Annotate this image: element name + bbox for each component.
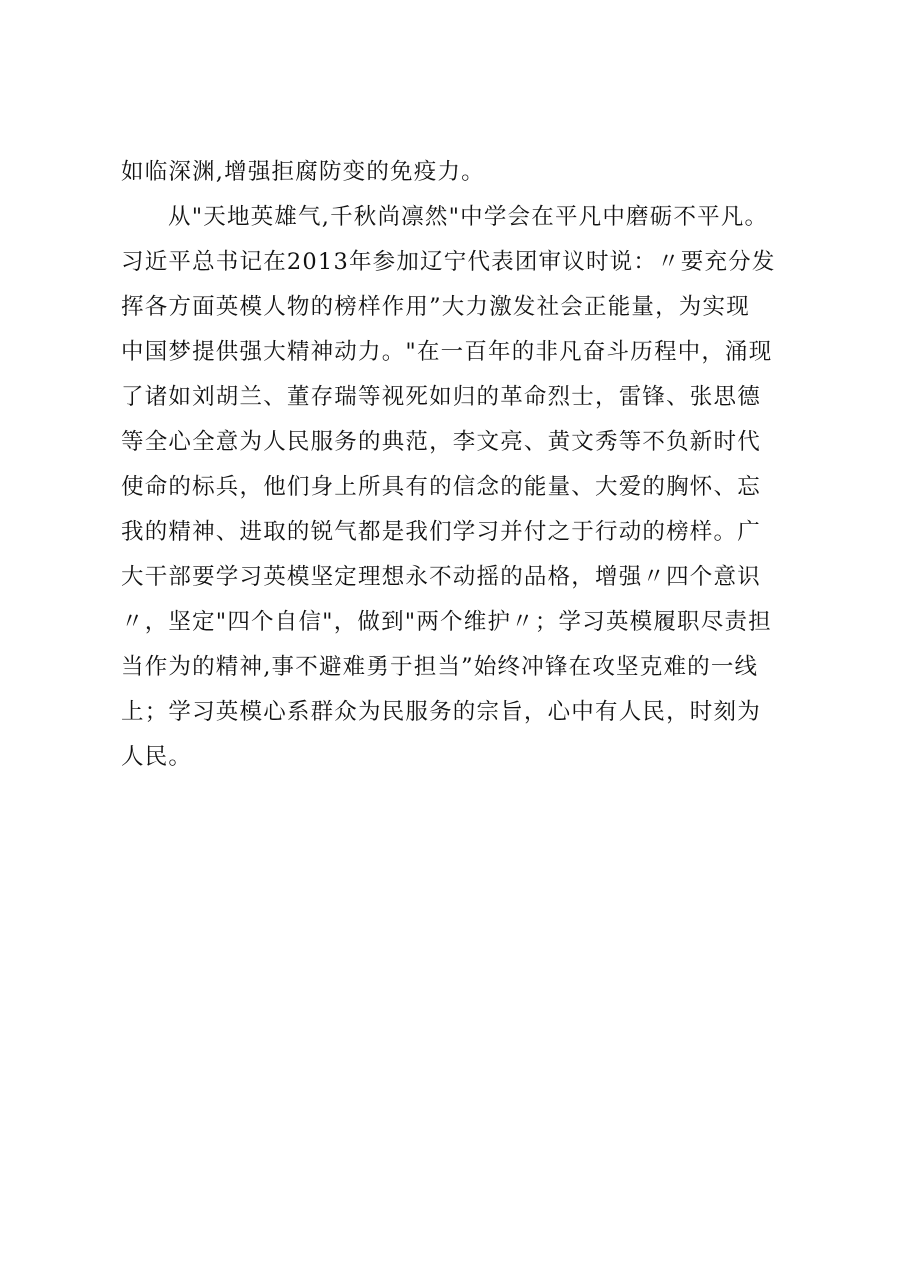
text-line-7: 等全心全意为人民服务的典范，李文亮、黄文秀等不负新时代 [121,429,761,455]
text-line-2-paragraph-start: 从"天地英雄气,千秋尚凛然"中学会在平凡中磨砺不平凡。 [168,204,769,230]
text-line-5: 中国梦提供强大精神动力。"在一百年的非凡奋斗历程中，涌现 [121,339,773,365]
text-line-10: 大干部要学习英模坚定理想永不动摇的品格，增强〃四个意识 [121,564,761,590]
text-line-12: 当作为的精神,事不避难勇于担当”始终冲锋在攻坚克难的一线 [121,654,759,680]
text-line-4: 挥各方面英模人物的榜样作用”大力激发社会正能量，为实现 [121,294,750,320]
text-line-14: 人民。 [121,744,193,770]
text-line-11: 〃，坚定"四个自信"，做到"两个维护〃；学习英模履职尽责担 [121,609,772,635]
text-line-9: 我的精神、进取的锐气都是我们学习并付之于行动的榜样。广 [121,519,761,545]
body-text [121,150,801,780]
text-line-13: 上；学习英模心系群众为民服务的宗旨，心中有人民，时刻为 [121,699,761,725]
text-line-6: 了诸如刘胡兰、董存瑞等视死如归的革命烈士，雷锋、张思德 [121,384,761,410]
text-line-3: 习近平总书记在2013年参加辽宁代表团审议时说：〃要充分发 [121,249,776,275]
text-line-1: 如临深渊,增强拒腐防变的免疫力。 [121,159,485,185]
text-line-8: 使命的标兵，他们身上所具有的信念的能量、大爱的胸怀、忘 [121,474,761,500]
